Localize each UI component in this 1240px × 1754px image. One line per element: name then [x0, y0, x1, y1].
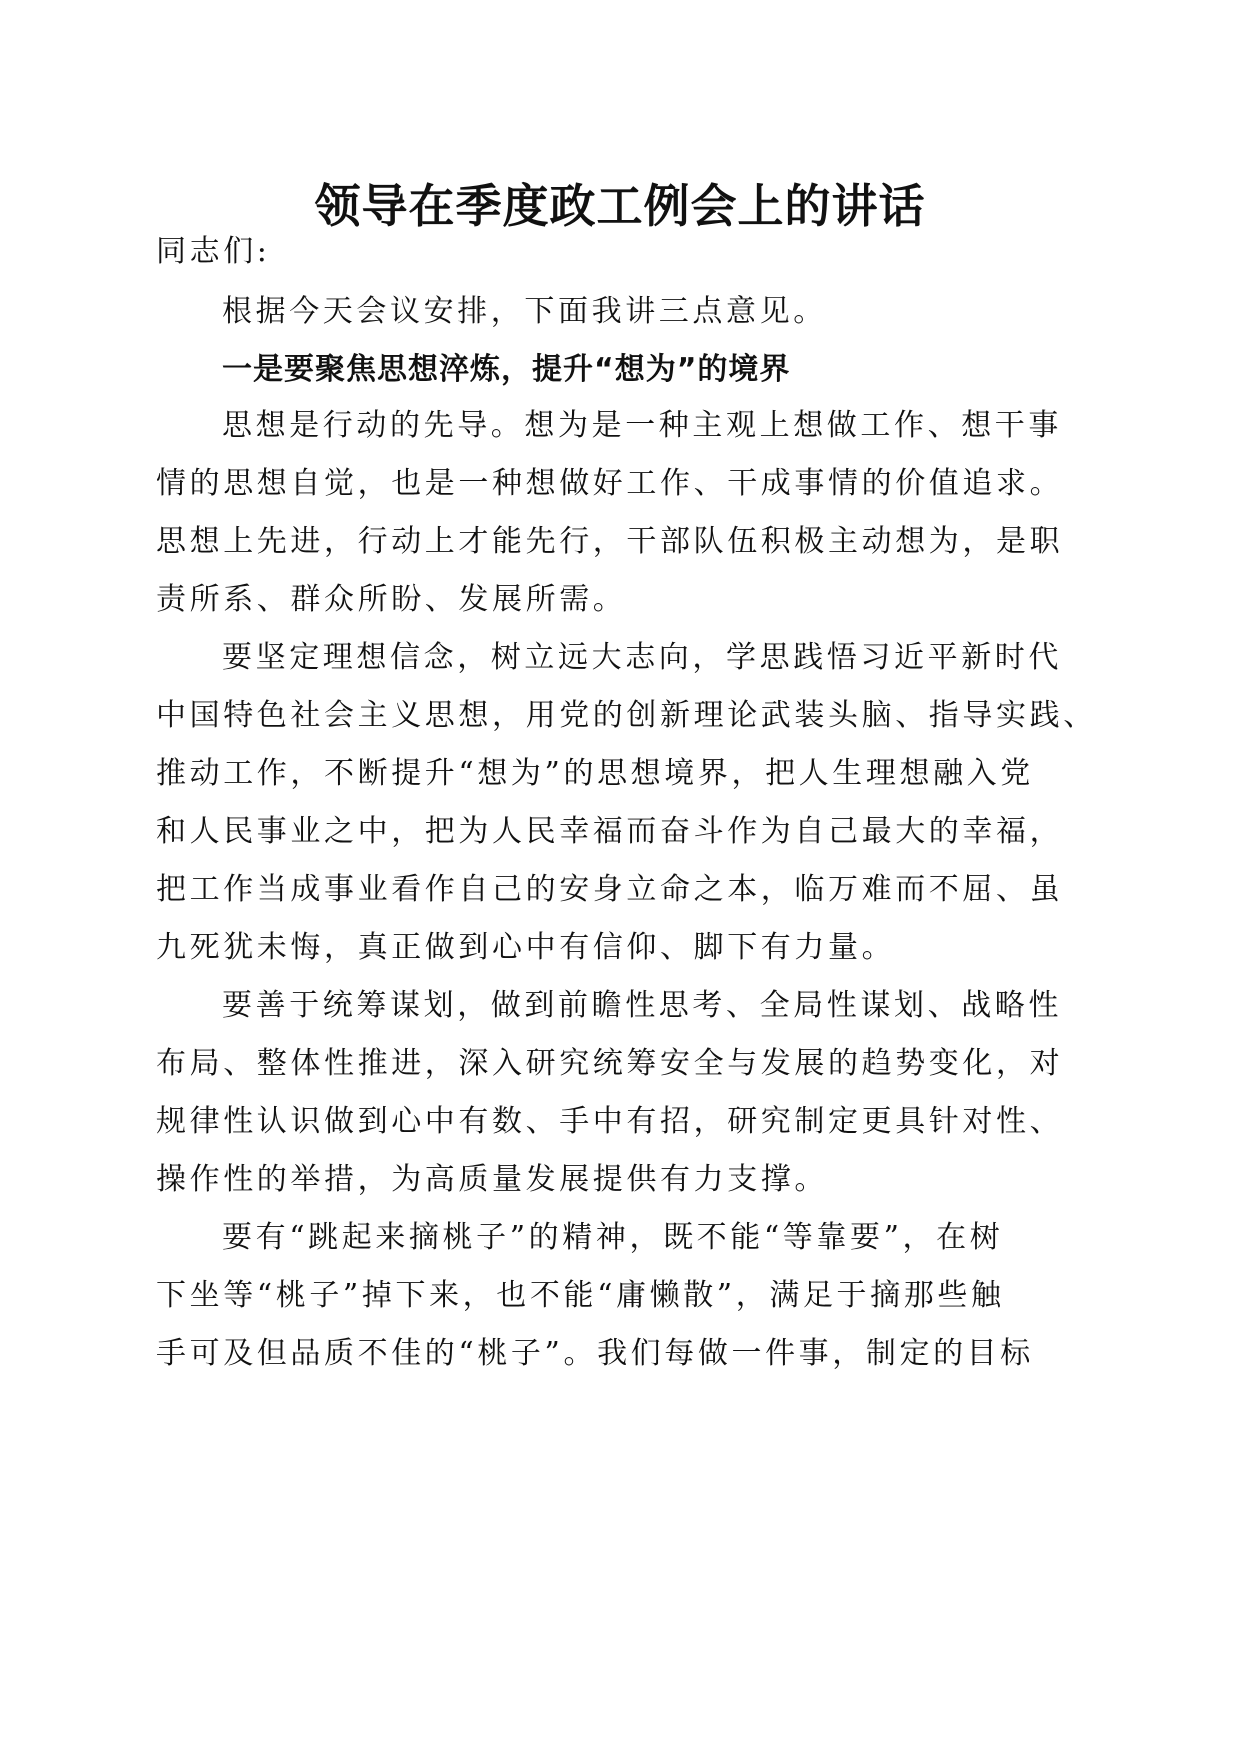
- body-line: 规律性认识做到心中有数、手中有招，研究制定更具针对性、: [156, 1104, 1064, 1139]
- body-line: 情的思想自觉，也是一种想做好工作、干成事情的价值追求。: [156, 466, 1064, 501]
- body-line: 布局、整体性推进，深入研究统筹安全与发展的趋势变化，对: [156, 1046, 1064, 1081]
- body-line: 要坚定理想信念，树立远大志向，学思践悟习近平新时代: [222, 640, 1062, 675]
- body-line: 责所系、群众所盼、发展所需。: [156, 582, 627, 617]
- body-line: 操作性的举措，为高质量发展提供有力支撑。: [156, 1162, 828, 1197]
- body-line: 推动工作，不断提升“想为”的思想境界，把人生理想融入党: [156, 756, 1034, 791]
- body-line: 要善于统筹谋划，做到前瞻性思考、全局性谋划、战略性: [222, 988, 1062, 1023]
- section-heading-1: 一是要聚焦思想淬炼，提升“想为”的境界: [222, 352, 791, 387]
- page-title: 领导在季度政工例会上的讲话: [314, 179, 926, 233]
- salutation: 同志们:: [156, 234, 271, 269]
- body-line: 中国特色社会主义思想，用党的创新理论武装头脑、指导实践、: [156, 698, 1097, 733]
- intro-paragraph: 根据今天会议安排，下面我讲三点意见。: [222, 294, 827, 329]
- body-line: 要有“跳起来摘桃子”的精神，既不能“等靠要”，在树: [222, 1220, 1004, 1255]
- body-line: 和人民事业之中，把为人民幸福而奋斗作为自己最大的幸福，: [156, 814, 1064, 849]
- body-line: 思想是行动的先导。想为是一种主观上想做工作、想干事: [222, 408, 1062, 443]
- body-line: 下坐等“桃子”掉下来，也不能“庸懒散”，满足于摘那些触: [156, 1278, 1005, 1313]
- body-line: 手可及但品质不佳的“桃子”。我们每做一件事，制定的目标: [156, 1336, 1034, 1371]
- body-line: 九死犹未悔，真正做到心中有信仰、脚下有力量。: [156, 930, 896, 965]
- body-line: 思想上先进，行动上才能先行，干部队伍积极主动想为，是职: [156, 524, 1064, 559]
- body-line: 把工作当成事业看作自己的安身立命之本，临万难而不屈、虽: [156, 872, 1064, 907]
